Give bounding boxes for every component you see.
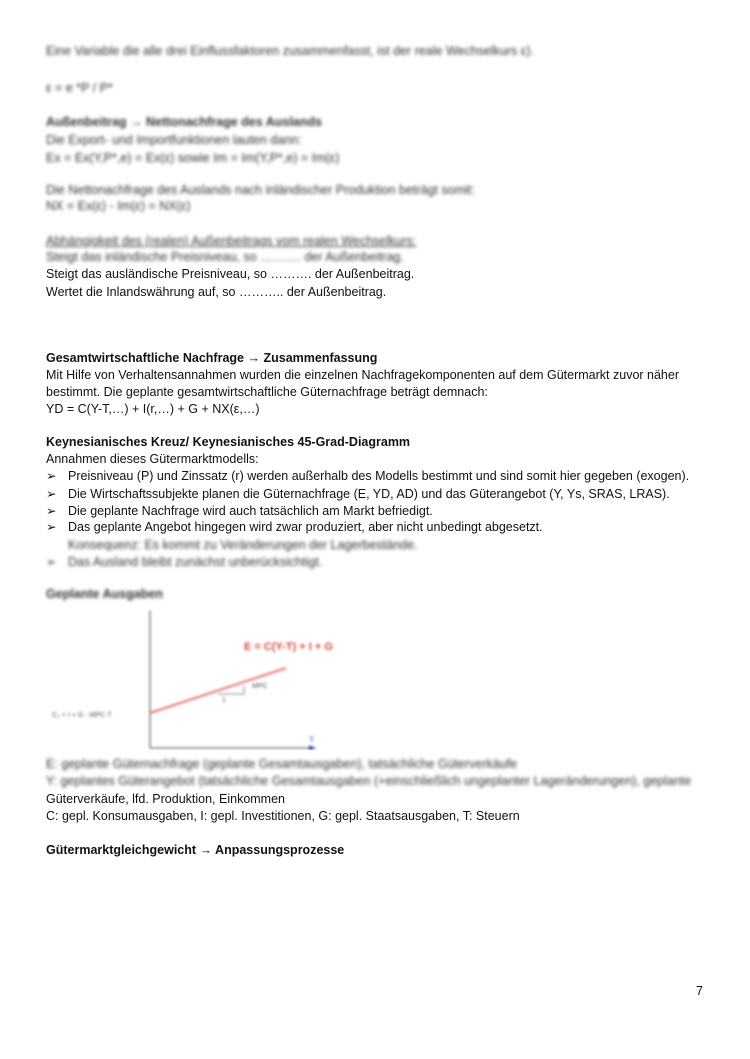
blurred-subitem: Konsequenz: Es kommt zu Veränderungen der Lagerbestände. bbox=[68, 538, 418, 552]
figure-title: Geplante Ausgaben bbox=[46, 587, 163, 601]
planned-expenditure-diagram bbox=[46, 610, 336, 750]
arrow-right-icon: → bbox=[247, 351, 260, 365]
text-line: Steigt das ausländische Preisniveau, so ………. der Außenbeitrag. bbox=[46, 267, 415, 281]
slope-label: MPC bbox=[252, 683, 268, 690]
arrowhead-bullet-icon: ➢ bbox=[46, 504, 57, 518]
list-item: ➢ Preisniveau (P) und Zinssatz (r) werden außerhalb des Modells bestimmt und sind somit hier gegeben (exogen). bbox=[46, 469, 690, 483]
section-heading-gleichgewicht: Gütermarktgleichgewicht → Anpassungsprozesse bbox=[46, 843, 345, 857]
formula-yd: YD = C(Y-T,…) + I(r,…) + G + NX(ε,…) bbox=[46, 402, 260, 416]
blurred-text-line: Eine Variable die alle drei Einflussfaktoren zusammenfasst, ist der reale Wechselkurs ε). bbox=[46, 44, 534, 58]
list-item: ➢ Das Ausland bleibt zunächst unberücksichtigt. bbox=[46, 555, 323, 569]
expenditure-line bbox=[150, 668, 286, 713]
arrow-right-icon: → bbox=[199, 843, 213, 857]
intro-line: Annahmen dieses Gütermarktmodells: bbox=[46, 452, 259, 466]
arrowhead-bullet-icon: ➢ bbox=[46, 555, 57, 569]
list-item: ➢ Die Wirtschaftssubjekte planen die Güternachfrage (E, YD, AD) und das Güterangebot (Y, Ys, SRAS, LRAS). bbox=[46, 487, 670, 501]
blurred-formula: ε = e *P / P* bbox=[46, 81, 113, 95]
arrowhead-bullet-icon: ➢ bbox=[46, 487, 57, 501]
blurred-legend-line: Y: geplantes Güterangebot (tatsächliche Gesamtausgaben (+einschließlich ungeplanter Lageränderungen), geplante bbox=[46, 774, 692, 788]
blurred-text-line: Die Nettonachfrage des Auslands nach inländischer Produktion beträgt somit: bbox=[46, 183, 475, 197]
legend-line: Güterverkäufe, lfd. Produktion, Einkommen bbox=[46, 792, 286, 806]
blurred-text-line: Die Export- und Importfunktionen lauten dann: bbox=[46, 133, 302, 147]
blurred-heading: Außenbeitrag → Nettonachfrage des Auslands bbox=[46, 115, 322, 129]
paragraph-line: Mit Hilfe von Verhaltensannahmen wurden die einzelnen Nachfragekomponenten auf dem Gütermarkt zuvor näher bbox=[46, 368, 680, 382]
x-axis-arrow-icon bbox=[309, 745, 316, 750]
section-heading-nachfrage: Gesamtwirtschaftliche Nachfrage → Zusammenfassung bbox=[46, 351, 378, 365]
list-item: ➢ Das geplante Angebot hingegen wird zwar produziert, aber nicht unbedingt abgesetzt. bbox=[46, 520, 543, 534]
blurred-subheading: Abhängigkeit des (realen) Außenbeitrags vom realen Wechselkurs: bbox=[46, 234, 417, 248]
paragraph-line: bestimmt. Die geplante gesamtwirtschaftliche Güternachfrage beträgt demnach: bbox=[46, 385, 488, 399]
section-heading-keynes: Keynesianisches Kreuz/ Keynesianisches 45-Grad-Diagramm bbox=[46, 435, 411, 449]
page-number: 7 bbox=[696, 984, 703, 998]
arrowhead-bullet-icon: ➢ bbox=[46, 469, 57, 483]
blurred-legend-line: E: geplante Güternachfrage (geplante Gesamtausgaben), tatsächliche Güterverkäufe bbox=[46, 757, 518, 771]
blurred-text-line: Steigt das inländische Preisniveau, so ………. der Außenbeitrag. bbox=[46, 250, 404, 264]
intercept-label: C₀ + I + G - MPC·T bbox=[52, 712, 112, 719]
x-axis-label: Y bbox=[309, 735, 315, 744]
blurred-formula: Ex = Ex(Y,P*,e) = Ex(ε) sowie Im = Im(Y,P*,e) = Im(ε) bbox=[46, 151, 340, 165]
line-label: E = C(Y-T) + I + G bbox=[244, 641, 333, 653]
list-item: ➢ Die geplante Nachfrage wird auch tatsächlich am Markt befriedigt. bbox=[46, 504, 433, 518]
legend-line: C: gepl. Konsumausgaben, I: gepl. Investitionen, G: gepl. Staatsausgaben, T: Steuern bbox=[46, 809, 520, 823]
blurred-formula: NX = Ex(ε) - Im(ε) = NX(ε) bbox=[46, 199, 191, 213]
text-line: Wertet die Inlandswährung auf, so ……….. der Außenbeitrag. bbox=[46, 285, 387, 299]
slope-one-label: 1 bbox=[222, 697, 226, 704]
arrowhead-bullet-icon: ➢ bbox=[46, 520, 57, 534]
